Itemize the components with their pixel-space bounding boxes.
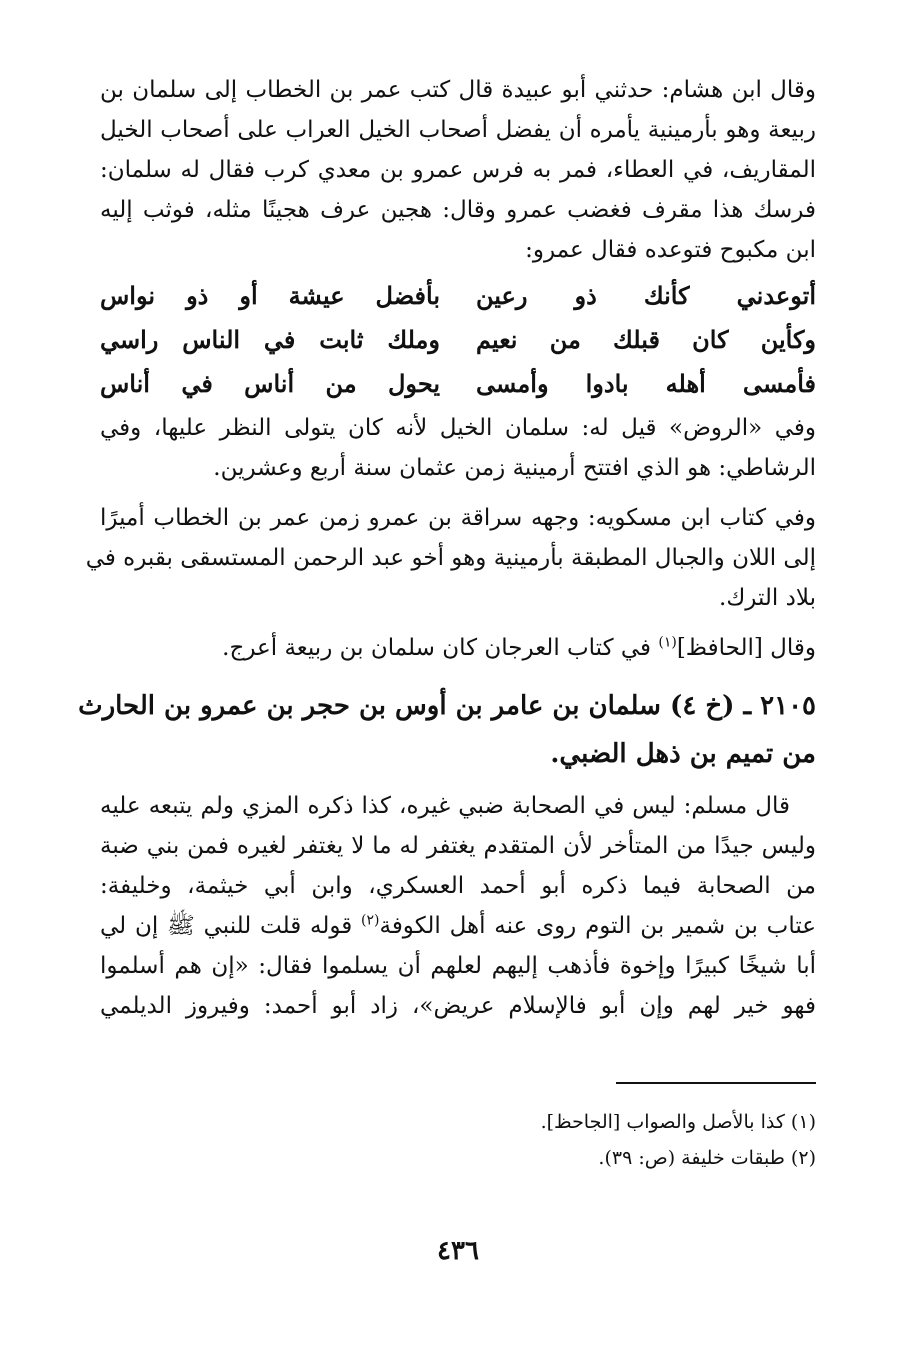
text-line: وفي «الروض» قيل له: سلمان الخيل لأنه كان يتولى النظر عليها، وفي	[100, 415, 816, 441]
poem-first-hemistich: وكأين كان قبلك من نعيم	[476, 325, 816, 354]
paragraph-muslim	[100, 786, 816, 1026]
text-line: فهو خير لهم وإن أبو فالإسلام عريض»، زاد أبو أحمد: وفيروز الديلمي	[100, 993, 816, 1019]
footnotes	[100, 1104, 816, 1176]
text-line	[100, 906, 816, 946]
page-body	[78, 70, 816, 1026]
poem-first-hemistich: فأمسى أهله بادوا وأمسى	[476, 369, 816, 398]
text-line: وليس جيدًا من المتأخر لأن المتقدم يغتفر له ما لا يغتفر لغيره فمن بني ضبة	[100, 833, 816, 859]
text-line: قال مسلم: ليس في الصحابة ضبي غيره، كذا ذكره المزي ولم يتبعه عليه	[100, 793, 790, 819]
text-line: ربيعة وهو بأرمينية يأمره أن يفضل أصحاب الخيل العراب على أصحاب الخيل	[100, 117, 816, 143]
footnote-reference[interactable]: (٢)	[361, 912, 380, 929]
paragraph-hafiz	[100, 628, 816, 668]
text-line: المقاريف، في العطاء، فمر به فرس عمرو بن معدي كرب فقال له سلمان:	[100, 157, 816, 183]
text-line: ابن مكبوح فتوعده فقال عمرو:	[525, 237, 816, 263]
poem-second-hemistich: بأفضل عيشة أو ذو نواس	[100, 281, 440, 310]
poem-verse	[100, 362, 816, 406]
paragraph-ibn-hisham	[100, 70, 816, 270]
text-line: الرشاطي: هو الذي افتتح أرمينية زمن عثمان سنة أربع وعشرين.	[213, 455, 816, 481]
text-segment: وقال [الحافظ]	[676, 635, 816, 661]
paragraph-ibn-miskawayh	[85, 498, 816, 618]
text-line: وفي كتاب ابن مسكويه: وجهه سراقة بن عمرو زمن عمر بن الخطاب أميرًا	[100, 505, 816, 531]
poem-verse	[100, 274, 816, 318]
footnote: (٢) طبقات خليفة (ص: ٣٩).	[598, 1147, 816, 1169]
text-segment: قوله قلت للنبي ﷺ إن لي	[100, 913, 362, 939]
footnote-divider	[616, 1082, 816, 1084]
text-line: إلى اللان والجبال المطبقة بأرمينية وهو أخو عبد الرحمن المستسقى بقبره في	[85, 545, 816, 571]
poem-second-hemistich: وملك ثابت في الناس راسي	[100, 325, 440, 354]
poem	[100, 274, 816, 406]
text-line	[100, 628, 816, 668]
entry-heading	[78, 682, 816, 778]
footnote: (١) كذا بالأصل والصواب [الجاحظ].	[540, 1111, 816, 1133]
paragraph-rawd	[100, 408, 816, 488]
footnote-reference[interactable]: (١)	[658, 634, 677, 651]
entry-heading-line: ٢١٠٥ ـ (خ ٤) سلمان بن عامر بن أوس بن حجر بن عمرو بن الحارث	[78, 691, 816, 721]
page-number: ٤٣٦	[437, 1236, 479, 1266]
poem-verse	[100, 318, 816, 362]
text-segment: عتاب بن شمير بن التوم روى عنه أهل الكوفة	[379, 913, 816, 939]
text-line: وقال ابن هشام: حدثني أبو عبيدة قال كتب عمر بن الخطاب إلى سلمان بن	[100, 77, 816, 103]
poem-first-hemistich: أتوعدني كأنك ذو رعين	[476, 281, 816, 310]
text-line: من الصحابة فيما ذكره أبو أحمد العسكري، وابن أبي خيثمة، وخليفة:	[100, 873, 816, 899]
text-segment: في كتاب العرجان كان سلمان بن ربيعة أعرج.	[222, 635, 659, 661]
text-line: فرسك هذا مقرف فغضب عمرو وقال: هجين عرف هجينًا مثله، فوثب إليه	[100, 197, 816, 223]
entry-heading-line: من تميم بن ذهل الضبي.	[550, 739, 816, 769]
poem-second-hemistich: يحول من أناس في أناس	[100, 369, 440, 398]
text-line: أبا شيخًا كبيرًا وإخوة فأذهب إليهم لعلهم أن يسلموا فقال: «إن هم أسلموا	[100, 953, 816, 979]
text-line: بلاد الترك.	[719, 585, 816, 611]
